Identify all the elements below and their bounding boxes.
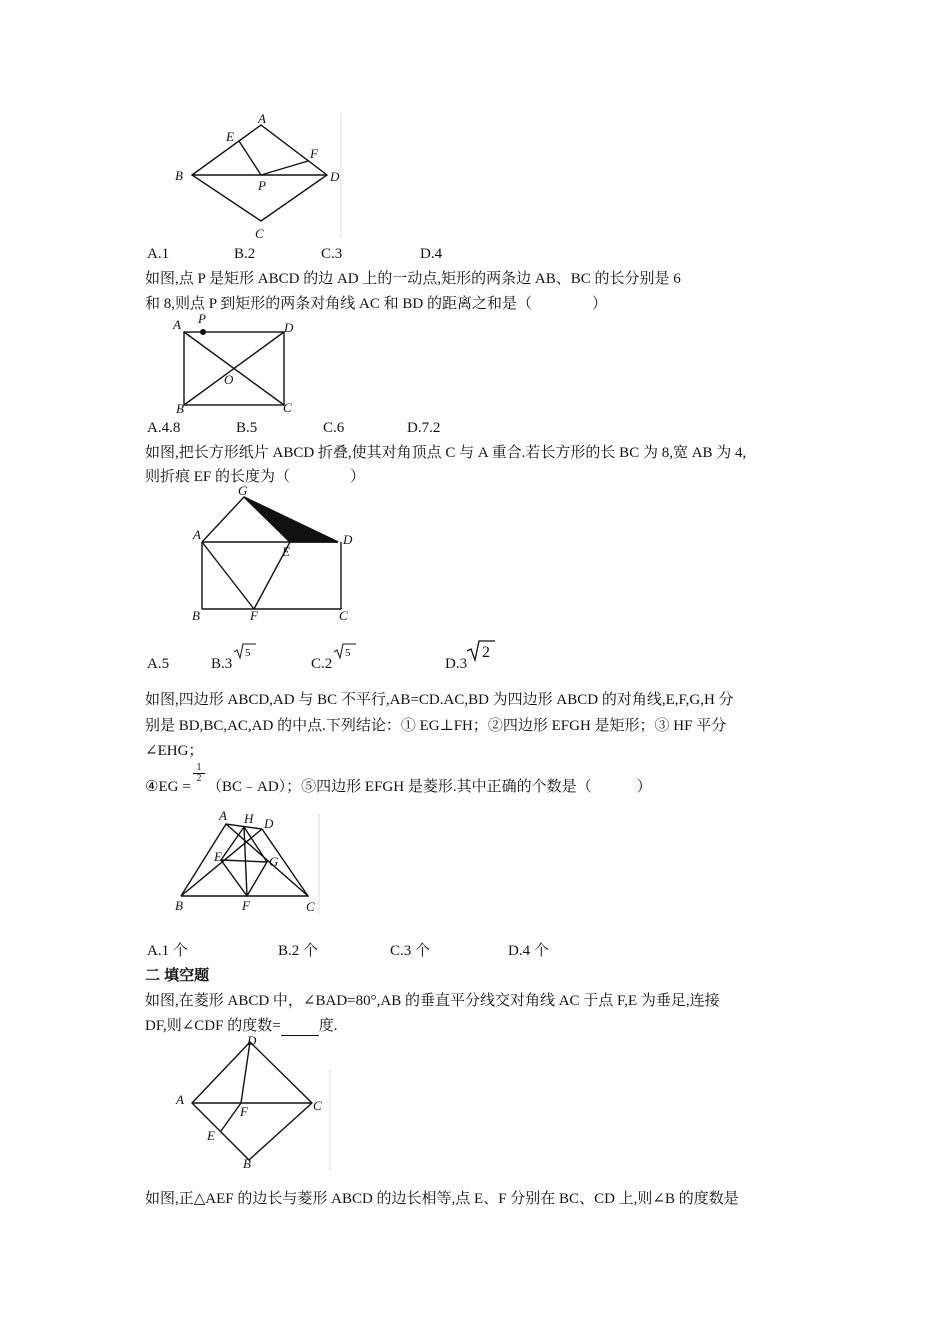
label-b: B: [243, 1156, 251, 1171]
q1-option-d: D.4: [420, 246, 443, 262]
quad-midpoint-figure: [170, 808, 325, 918]
label-p: P: [198, 311, 206, 326]
q1-option-b: B.2: [234, 246, 256, 262]
label-e: E: [282, 544, 290, 559]
label-a: A: [173, 317, 181, 332]
label-d: D: [264, 816, 274, 831]
svg-text:5: 5: [345, 647, 351, 659]
q4-option-b: B.2 个: [278, 943, 319, 959]
label-o: O: [224, 372, 234, 387]
svg-text:5: 5: [245, 647, 251, 659]
label-d: D: [247, 1033, 257, 1048]
label-b: B: [175, 898, 183, 913]
label-g: G: [269, 854, 279, 869]
q1-option-a: A.1: [147, 246, 170, 262]
q3-stem-line2: 则折痕 EF 的长度为（ ）: [145, 469, 366, 485]
rectangle-p-figure: [170, 312, 305, 417]
sqrt5-symbol-b: [233, 642, 257, 660]
q2-option-a: A.4.8: [147, 420, 181, 436]
label-b: B: [176, 401, 184, 416]
label-g: G: [238, 483, 248, 498]
q4-stem-line1: 如图,四边形 ABCD,AD 与 BC 不平行,AB=CD.AC,BD 为四边形 ABCD 的对角线,E,F,G,H 分: [145, 692, 734, 708]
q4-stem-line2: 别是 BD,BC,AC,AD 的中点.下列结论：① EG⊥FH；②四边形 EFGH 是矩形；③ HF 平分: [145, 718, 727, 734]
q5-stem-line1: 如图,在菱形 ABCD 中，∠BAD=80°,AB 的垂直平分线交对角线 AC 于点 F,E 为垂足,连接: [145, 993, 720, 1009]
label-c: C: [306, 899, 315, 914]
segment-ep: [239, 141, 261, 175]
segment-af: [202, 542, 254, 609]
segment-df: [241, 1042, 250, 1103]
q5-stem-line2-suffix: 度.: [318, 1018, 338, 1034]
fraction-half: [193, 763, 205, 784]
q4-option-a: A.1 个: [147, 943, 188, 959]
label-f: F: [242, 898, 250, 913]
label-f: F: [250, 608, 258, 623]
segment-pf: [261, 161, 308, 175]
q4-option-d: D.4 个: [508, 943, 549, 959]
q2-option-c: C.6: [323, 420, 345, 436]
label-d: D: [343, 532, 353, 547]
q4-stem-line3: ∠EHG；: [145, 743, 204, 759]
fraction-denominator: 2: [196, 773, 202, 784]
q3-option-c: C.2: [311, 656, 333, 672]
label-b: B: [192, 608, 200, 623]
q3-stem-line1: 如图,把长方形纸片 ABCD 折叠,使其对角顶点 C 与 A 重合.若长方形的长 BC 为 8,宽 AB 为 4,: [145, 445, 747, 461]
q1-option-c: C.3: [321, 246, 343, 262]
rhombus-cdf-figure: [170, 1030, 335, 1175]
label-p: P: [258, 178, 266, 193]
rhombus-p-figure: [170, 108, 350, 243]
label-e: E: [214, 849, 222, 864]
fraction-numerator: 1: [193, 763, 205, 774]
q2-stem-line2: 和 8,则点 P 到矩形的两条对角线 AC 和 BD 的距离之和是（ ）: [145, 296, 607, 312]
q3-option-b: B.3: [211, 656, 233, 672]
sqrt2-symbol-d: [466, 638, 496, 662]
point-p: [200, 329, 206, 335]
label-b: B: [175, 168, 183, 183]
q2-stem-line1: 如图,点 P 是矩形 ABCD 的边 AD 上的一动点,矩形的两条边 AB、BC 的长分别是 6: [145, 271, 681, 287]
label-c: C: [313, 1098, 322, 1113]
segment-fe: [221, 1103, 241, 1131]
label-f: F: [310, 146, 318, 161]
label-c: C: [283, 400, 292, 415]
q6-stem-line1: 如图,正△AEF 的边长与菱形 ABCD 的边长相等,点 E、F 分别在 BC、CD 上,则∠B 的度数是: [145, 1191, 739, 1207]
sqrt5-symbol-c: [333, 642, 357, 660]
q4-option-c: C.3 个: [390, 943, 431, 959]
label-a: A: [176, 1092, 184, 1107]
label-d: D: [284, 320, 294, 335]
label-e: E: [226, 129, 234, 144]
label-f: F: [240, 1104, 248, 1119]
label-d: D: [330, 169, 340, 184]
q5-stem-line2-prefix: DF,则∠CDF 的度数=: [145, 1018, 281, 1034]
fold-figure: [188, 484, 368, 624]
q4-stem-line4-suffix: （BC﹣AD）；⑤四边形 EFGH 是菱形.其中正确的个数是（ ）: [207, 779, 652, 795]
q2-option-b: B.5: [236, 420, 258, 436]
svg-text:2: 2: [482, 644, 490, 661]
label-h: H: [244, 811, 254, 826]
q3-option-a: A.5: [147, 656, 170, 672]
q2-option-d: D.7.2: [407, 420, 441, 436]
label-e: E: [207, 1128, 215, 1143]
label-c: C: [339, 608, 348, 623]
q4-stem-line4-prefix: ④EG =: [145, 779, 191, 795]
segment-eg: [221, 860, 267, 862]
q3-option-d: D.3: [445, 656, 468, 672]
label-a: A: [258, 111, 266, 126]
section-heading: 二 填空题: [145, 967, 210, 984]
label-a: A: [193, 527, 201, 542]
label-c: C: [255, 226, 264, 241]
label-a: A: [219, 808, 227, 823]
